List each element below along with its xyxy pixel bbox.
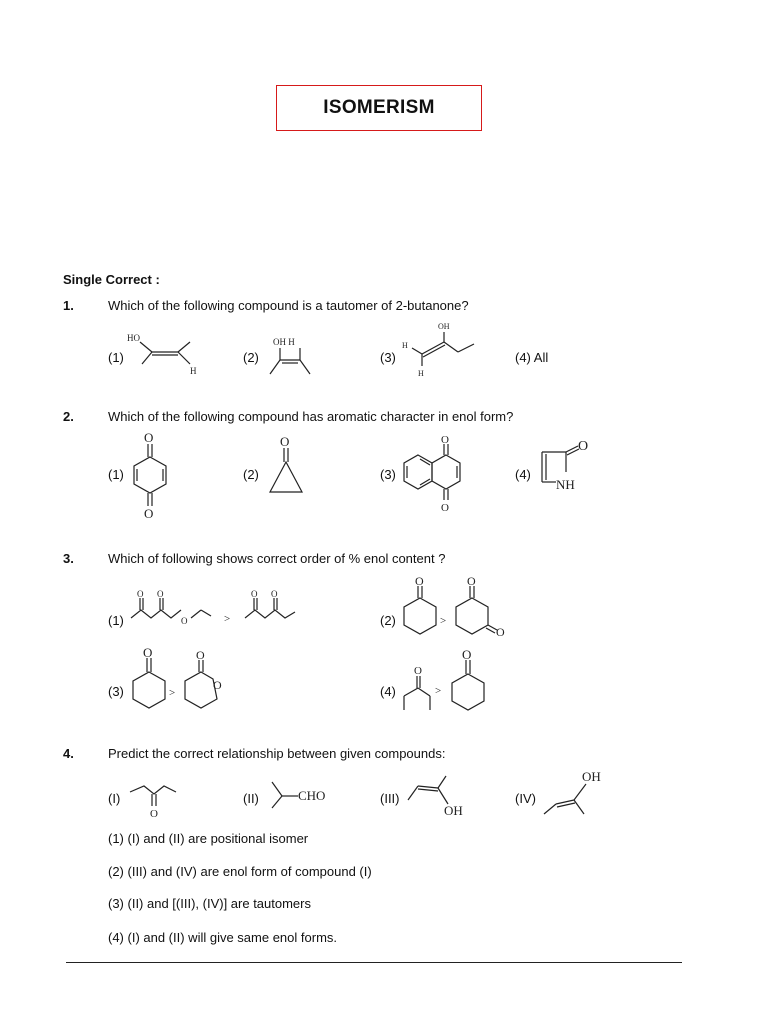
q3-option-2-label: (2): [380, 613, 396, 628]
svg-text:OH: OH: [438, 322, 450, 331]
question-3-text: Which of following shows correct order of % enol content ?: [108, 551, 446, 566]
q3-option-1-structure: [127, 588, 302, 628]
svg-text:NH: NH: [556, 477, 575, 492]
q4-statement-3: (3) (II) and [(III), (IV)] are tautomers: [108, 896, 311, 911]
q4-statement-1: (1) (I) and (II) are positional isomer: [108, 831, 309, 846]
page-title: ISOMERISM: [323, 97, 435, 118]
q2-option-2-label: (2): [243, 467, 259, 482]
q2-option-4-structure: [536, 436, 596, 496]
q4-option-iii-structure: [404, 770, 484, 820]
svg-text:H: H: [402, 341, 408, 350]
q3-option-3-label: (3): [108, 684, 124, 699]
q1-option-2-structure: [262, 334, 322, 380]
q2-option-1-structure: [128, 430, 174, 520]
svg-text:O: O: [213, 678, 222, 692]
q4-option-i-structure: [126, 776, 186, 820]
svg-text:>: >: [224, 613, 231, 625]
q1-option-1-structure: [126, 330, 206, 378]
svg-text:O: O: [496, 625, 505, 639]
q4-option-iv-label: (IV): [515, 791, 536, 806]
svg-text:O: O: [143, 645, 153, 660]
svg-text:OH: OH: [444, 803, 463, 818]
svg-text:O: O: [280, 434, 290, 449]
q4-statement-2: (2) (III) and (IV) are enol form of compound (I): [108, 864, 372, 879]
q2-option-3-structure: [398, 434, 470, 514]
title-box: [276, 85, 482, 131]
q3-option-3-structure: [127, 644, 237, 716]
svg-text:O: O: [441, 502, 449, 514]
q1-option-3-label: (3): [380, 350, 396, 365]
svg-text:CHO: CHO: [298, 788, 326, 803]
svg-text:OH: OH: [582, 769, 601, 784]
q3-option-4-structure: [400, 648, 500, 716]
q3-option-2-structure: [398, 574, 512, 639]
svg-text:O: O: [578, 439, 589, 454]
q4-option-iii-label: (III): [380, 791, 400, 806]
svg-text:O: O: [137, 589, 144, 599]
q2-option-1-label: (1): [108, 467, 124, 482]
question-2-text: Which of the following compound has aromatic character in enol form?: [108, 409, 514, 424]
q4-option-iv-structure: [540, 766, 612, 820]
svg-text:O: O: [181, 616, 188, 626]
svg-text:O: O: [462, 647, 472, 662]
svg-text:O: O: [157, 589, 164, 599]
svg-text:O: O: [271, 589, 278, 599]
q3-option-4-label: (4): [380, 684, 396, 699]
svg-text:H: H: [190, 366, 197, 376]
question-1-text: Which of the following compound is a tautomer of 2-butanone?: [108, 298, 469, 313]
svg-text:O: O: [467, 574, 476, 588]
q4-option-ii-label: (II): [243, 791, 259, 806]
question-1-number: 1.: [63, 298, 74, 313]
svg-text:O: O: [144, 430, 154, 445]
svg-text:HO: HO: [127, 333, 140, 343]
svg-text:O: O: [415, 574, 424, 588]
q4-statement-4: (4) (I) and (II) will give same enol forms.: [108, 930, 338, 945]
q4-option-ii-structure: [266, 776, 336, 814]
svg-text:O: O: [196, 648, 205, 662]
q2-option-4-label: (4): [515, 467, 531, 482]
q2-option-2-structure: [264, 434, 310, 496]
svg-text:>: >: [440, 615, 447, 627]
svg-text:>: >: [169, 687, 176, 699]
section-label: Single Correct :: [63, 272, 160, 287]
svg-text:O: O: [251, 589, 258, 599]
question-4-number: 4.: [63, 746, 74, 761]
q1-option-1-label: (1): [108, 350, 124, 365]
svg-text:O: O: [150, 808, 158, 820]
q1-option-3-structure: [400, 320, 480, 378]
svg-text:OH H: OH H: [273, 337, 295, 347]
q2-option-3-label: (3): [380, 467, 396, 482]
question-4-text: Predict the correct relationship between given compounds:: [108, 746, 446, 761]
q1-option-2-label: (2): [243, 350, 259, 365]
question-2-number: 2.: [63, 409, 74, 424]
svg-text:H: H: [418, 369, 424, 378]
svg-text:O: O: [414, 665, 422, 677]
q3-option-1-label: (1): [108, 613, 124, 628]
q1-option-4-label: (4) All: [515, 350, 549, 365]
question-3-number: 3.: [63, 551, 74, 566]
svg-text:>: >: [435, 685, 442, 697]
svg-text:O: O: [441, 434, 449, 446]
q4-option-i-label: (I): [108, 791, 121, 806]
footer-divider: [66, 962, 682, 963]
svg-text:O: O: [144, 506, 154, 521]
